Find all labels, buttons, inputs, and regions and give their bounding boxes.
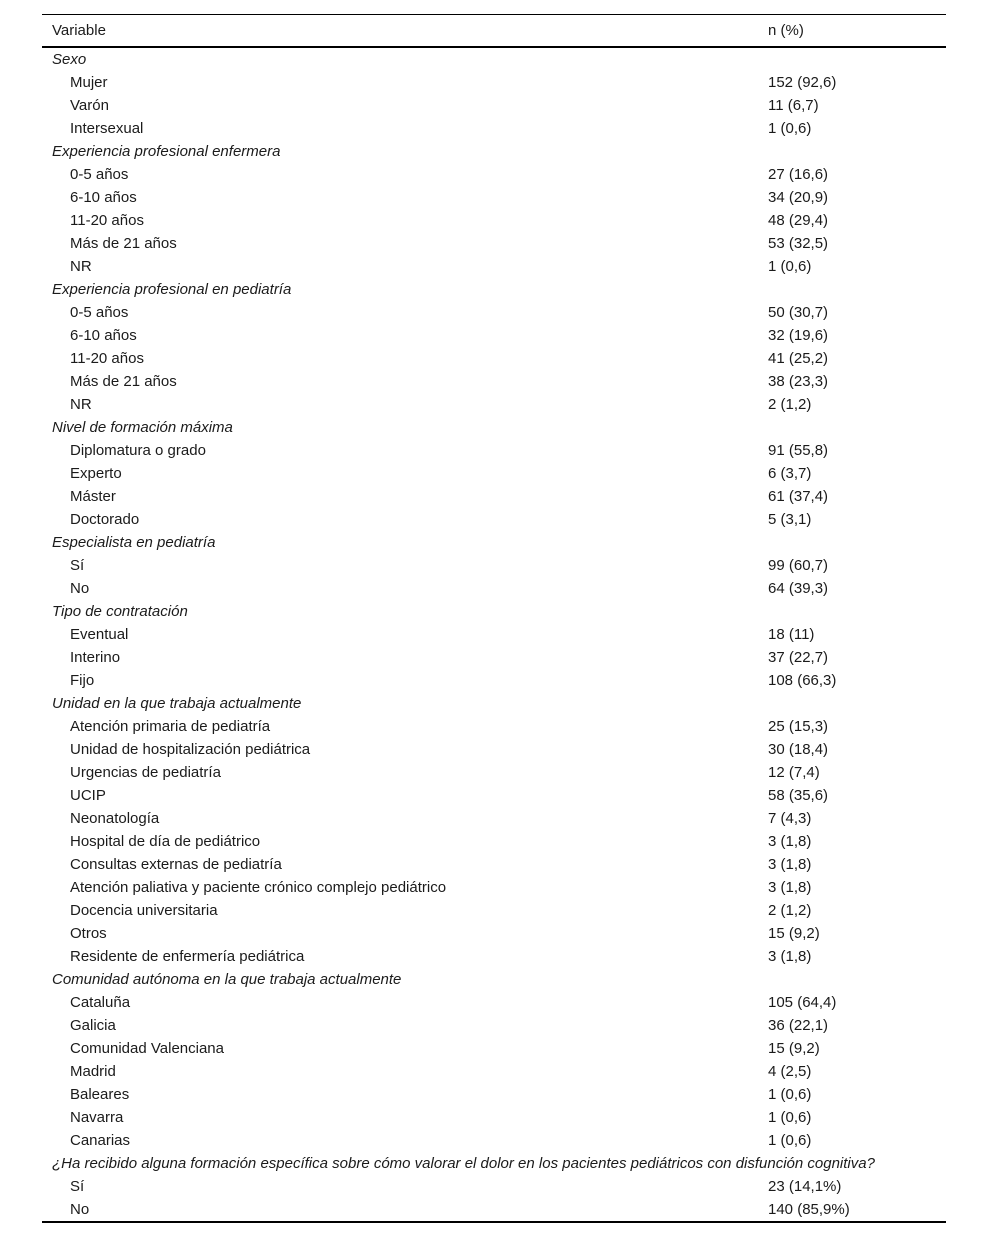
- variable-name: Galicia: [70, 1017, 116, 1034]
- table-row: [42, 347, 946, 370]
- value-n-pct: 32 (19,6): [768, 327, 829, 344]
- variable-name: 0-5 años: [70, 304, 129, 321]
- value-n-pct: 6 (3,7): [768, 465, 812, 482]
- value-n-pct: 140 (85,9%): [768, 1201, 850, 1218]
- table-row: [42, 715, 946, 738]
- table-row: [42, 508, 946, 531]
- value-n-pct: 50 (30,7): [768, 304, 829, 321]
- variable-name: 11-20 años: [70, 350, 144, 367]
- value-n-pct: 3 (1,8): [768, 948, 812, 965]
- value-n-pct: 15 (9,2): [768, 1040, 820, 1057]
- value-n-pct: 64 (39,3): [768, 580, 829, 597]
- table-row: [42, 1198, 946, 1221]
- table-row: [42, 462, 946, 485]
- table-row: [42, 209, 946, 232]
- value-n-pct: 23 (14,1%): [768, 1178, 842, 1195]
- value-n-pct: 38 (23,3): [768, 373, 829, 390]
- section-title: ¿Ha recibido alguna formación específica sobre cómo valorar el dolor en los pacientes pediátricos con disfunción cognitiva?: [52, 1155, 875, 1172]
- variable-name: Varón: [70, 97, 109, 114]
- section-title: Experiencia profesional enfermera: [52, 143, 281, 160]
- table-row: [42, 830, 946, 853]
- table-row: [42, 94, 946, 117]
- value-n-pct: 1 (0,6): [768, 1086, 812, 1103]
- value-n-pct: 41 (25,2): [768, 350, 829, 367]
- section-header-row: [42, 692, 946, 715]
- variable-name: 0-5 años: [70, 166, 129, 183]
- section-title: Nivel de formación máxima: [52, 419, 233, 436]
- section-header-row: [42, 600, 946, 623]
- table-row: [42, 301, 946, 324]
- value-n-pct: 1 (0,6): [768, 258, 812, 275]
- value-n-pct: 1 (0,6): [768, 1132, 812, 1149]
- variable-name: Canarias: [70, 1132, 131, 1149]
- value-n-pct: 91 (55,8): [768, 442, 829, 459]
- variable-name: Atención primaria de pediatría: [70, 718, 271, 735]
- variable-name: UCIP: [70, 787, 106, 804]
- table-row: [42, 623, 946, 646]
- value-n-pct: 7 (4,3): [768, 810, 812, 827]
- section-header-row: [42, 48, 946, 71]
- variable-name: Baleares: [70, 1086, 130, 1103]
- variable-name: Atención paliativa y paciente crónico complejo pediátrico: [70, 879, 447, 896]
- variable-name: 6-10 años: [70, 327, 137, 344]
- variable-name: Experto: [70, 465, 122, 482]
- table-row: [42, 1083, 946, 1106]
- value-n-pct: 18 (11): [768, 626, 815, 643]
- table-row: [42, 232, 946, 255]
- table-row: [42, 646, 946, 669]
- value-n-pct: 2 (1,2): [768, 396, 812, 413]
- value-n-pct: 48 (29,4): [768, 212, 829, 229]
- value-n-pct: 53 (32,5): [768, 235, 829, 252]
- section-title: Unidad en la que trabaja actualmente: [52, 695, 302, 712]
- table-row: [42, 922, 946, 945]
- variable-name: Sí: [70, 557, 85, 574]
- variable-name: No: [70, 1201, 90, 1218]
- table-row: [42, 554, 946, 577]
- value-n-pct: 27 (16,6): [768, 166, 829, 183]
- variable-name: Madrid: [70, 1063, 116, 1080]
- value-n-pct: 15 (9,2): [768, 925, 820, 942]
- value-n-pct: 58 (35,6): [768, 787, 829, 804]
- table-row: [42, 945, 946, 968]
- variable-name: Mujer: [70, 74, 108, 91]
- value-n-pct: 5 (3,1): [768, 511, 812, 528]
- table-row: [42, 761, 946, 784]
- variable-name: Urgencias de pediatría: [70, 764, 221, 781]
- table-row: [42, 876, 946, 899]
- variable-name: Diplomatura o grado: [70, 442, 206, 459]
- table-row: [42, 1037, 946, 1060]
- table-row: [42, 255, 946, 278]
- table-row: [42, 899, 946, 922]
- value-n-pct: 4 (2,5): [768, 1063, 812, 1080]
- variable-name: Fijo: [70, 672, 95, 689]
- value-n-pct: 1 (0,6): [768, 1109, 812, 1126]
- section-header-row: [42, 140, 946, 163]
- variable-name: Más de 21 años: [70, 235, 177, 252]
- table-row: [42, 784, 946, 807]
- value-n-pct: 2 (1,2): [768, 902, 812, 919]
- value-n-pct: 3 (1,8): [768, 833, 812, 850]
- section-header-row: [42, 1152, 946, 1175]
- value-n-pct: 37 (22,7): [768, 649, 829, 666]
- variable-name: Hospital de día de pediátrico: [70, 833, 261, 850]
- section-title: Sexo: [52, 51, 87, 68]
- variable-name: No: [70, 580, 90, 597]
- value-n-pct: 61 (37,4): [768, 488, 829, 505]
- section-title: Especialista en pediatría: [52, 534, 216, 551]
- demographics-table: [42, 14, 946, 1223]
- variable-name: Intersexual: [70, 120, 144, 137]
- variable-name: Eventual: [70, 626, 129, 643]
- variable-name: Neonatología: [70, 810, 160, 827]
- column-header-n-pct: n (%): [768, 22, 804, 39]
- table-row: [42, 163, 946, 186]
- value-n-pct: 36 (22,1): [768, 1017, 829, 1034]
- table-row: [42, 117, 946, 140]
- variable-name: Máster: [70, 488, 116, 505]
- variable-name: 11-20 años: [70, 212, 144, 229]
- table-row: [42, 370, 946, 393]
- table-row: [42, 186, 946, 209]
- value-n-pct: 11 (6,7): [768, 97, 819, 114]
- value-n-pct: 25 (15,3): [768, 718, 829, 735]
- column-header-variable: Variable: [52, 22, 106, 39]
- variable-name: Sí: [70, 1178, 85, 1195]
- section-header-row: [42, 278, 946, 301]
- value-n-pct: 30 (18,4): [768, 741, 829, 758]
- value-n-pct: 34 (20,9): [768, 189, 829, 206]
- value-n-pct: 12 (7,4): [768, 764, 820, 781]
- value-n-pct: 152 (92,6): [768, 74, 837, 91]
- table-row: [42, 1129, 946, 1152]
- table-body: [42, 48, 946, 1221]
- table-row: [42, 1014, 946, 1037]
- variable-name: Cataluña: [70, 994, 131, 1011]
- table-row: [42, 738, 946, 761]
- value-n-pct: 1 (0,6): [768, 120, 812, 137]
- variable-name: NR: [70, 396, 92, 413]
- section-header-row: [42, 416, 946, 439]
- variable-name: Otros: [70, 925, 107, 942]
- variable-name: Doctorado: [70, 511, 140, 528]
- table-row: [42, 669, 946, 692]
- value-n-pct: 3 (1,8): [768, 879, 812, 896]
- variable-name: Más de 21 años: [70, 373, 177, 390]
- variable-name: 6-10 años: [70, 189, 137, 206]
- variable-name: Unidad de hospitalización pediátrica: [70, 741, 311, 758]
- variable-name: NR: [70, 258, 92, 275]
- table-row: [42, 1106, 946, 1129]
- section-title: Tipo de contratación: [52, 603, 188, 620]
- variable-name: Comunidad Valenciana: [70, 1040, 224, 1057]
- variable-name: Navarra: [70, 1109, 124, 1126]
- variable-name: Residente de enfermería pediátrica: [70, 948, 305, 965]
- value-n-pct: 105 (64,4): [768, 994, 837, 1011]
- table-row: [42, 807, 946, 830]
- table-row: [42, 991, 946, 1014]
- value-n-pct: 108 (66,3): [768, 672, 837, 689]
- table-row: [42, 439, 946, 462]
- table-row: [42, 393, 946, 416]
- table-row: [42, 577, 946, 600]
- table-header-row: [42, 15, 946, 48]
- section-header-row: [42, 968, 946, 991]
- value-n-pct: 99 (60,7): [768, 557, 829, 574]
- variable-name: Consultas externas de pediatría: [70, 856, 282, 873]
- table-row: [42, 324, 946, 347]
- value-n-pct: 3 (1,8): [768, 856, 812, 873]
- variable-name: Interino: [70, 649, 121, 666]
- section-title: Experiencia profesional en pediatría: [52, 281, 292, 298]
- section-title: Comunidad autónoma en la que trabaja actualmente: [52, 971, 402, 988]
- table-row: [42, 853, 946, 876]
- section-header-row: [42, 531, 946, 554]
- table-row: [42, 71, 946, 94]
- table-row: [42, 485, 946, 508]
- table-row: [42, 1060, 946, 1083]
- variable-name: Docencia universitaria: [70, 902, 218, 919]
- table-row: [42, 1175, 946, 1198]
